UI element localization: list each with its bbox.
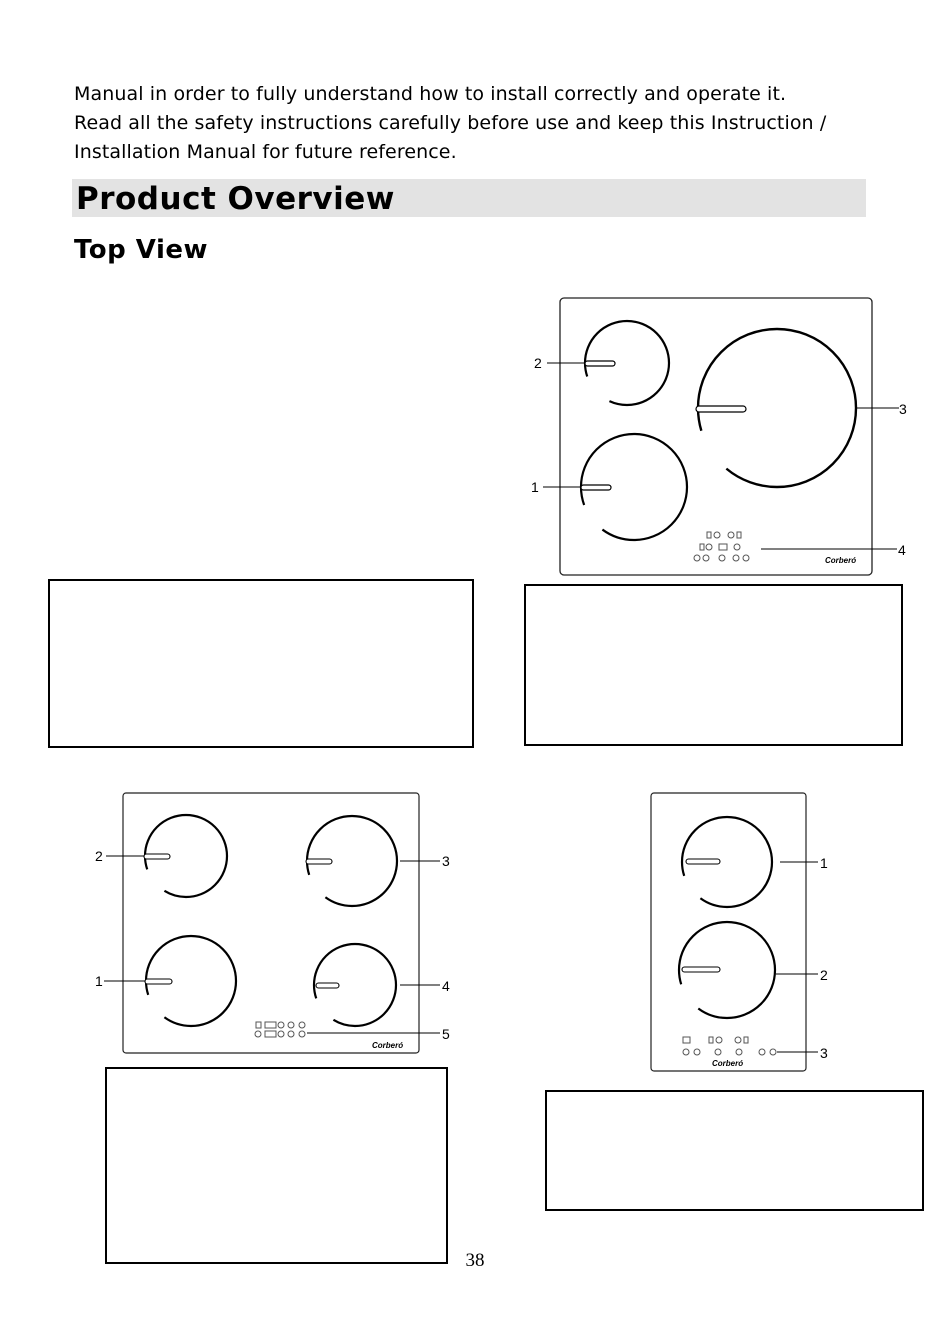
brand-logo: Corberó <box>712 1059 744 1068</box>
cooktop-outline <box>123 793 419 1053</box>
subsection-title: Top View <box>74 235 209 265</box>
zone-label-2 <box>144 854 170 859</box>
callout-4: 4 <box>898 542 906 558</box>
brand-logo: Corberó <box>825 556 857 565</box>
cooktop-outline <box>651 793 806 1071</box>
page-number: 38 <box>465 1250 485 1271</box>
intro-line: Read all the safety instructions carefully before use and keep this Instruction / <box>74 112 827 134</box>
hob-four-zone-svg <box>90 788 470 1058</box>
zone-label-2 <box>682 967 720 972</box>
zone-label-2 <box>585 361 615 366</box>
intro-line: Installation Manual for future reference. <box>74 141 457 163</box>
hob-diagram-two-zone <box>640 788 840 1078</box>
callout-2: 2 <box>95 848 103 864</box>
hob-diagram-four-zone <box>90 788 470 1058</box>
section-title: Product Overview <box>76 181 395 217</box>
hob-two-zone-svg <box>640 788 840 1078</box>
callout-2: 2 <box>534 355 542 371</box>
hob-diagram-three-zone <box>525 292 915 582</box>
brand-logo: Corberó <box>372 1041 404 1050</box>
caption-box-1 <box>48 579 474 748</box>
caption-box-3 <box>105 1067 448 1264</box>
callout-3: 3 <box>899 401 907 417</box>
caption-box-2 <box>524 584 903 746</box>
intro-line: Manual in order to fully understand how to install correctly and operate it. <box>74 83 787 105</box>
zone-label-1 <box>145 979 172 984</box>
zone-label-1 <box>686 859 720 864</box>
callout-2: 2 <box>820 967 828 983</box>
zone-label-1 <box>581 485 611 490</box>
zone-label-3 <box>306 859 332 864</box>
zone-label-3 <box>696 406 746 412</box>
callout-3: 3 <box>820 1045 828 1061</box>
callout-4: 4 <box>442 978 450 994</box>
hob-three-zone-svg <box>525 292 915 582</box>
section-heading-bar <box>72 179 866 217</box>
zone-label-4 <box>316 983 339 988</box>
callout-1: 1 <box>820 855 828 871</box>
callout-1: 1 <box>531 479 539 495</box>
callout-5: 5 <box>442 1026 450 1042</box>
callout-1: 1 <box>95 973 103 989</box>
caption-box-4 <box>545 1090 924 1211</box>
callout-3: 3 <box>442 853 450 869</box>
intro-paragraph <box>74 80 894 167</box>
